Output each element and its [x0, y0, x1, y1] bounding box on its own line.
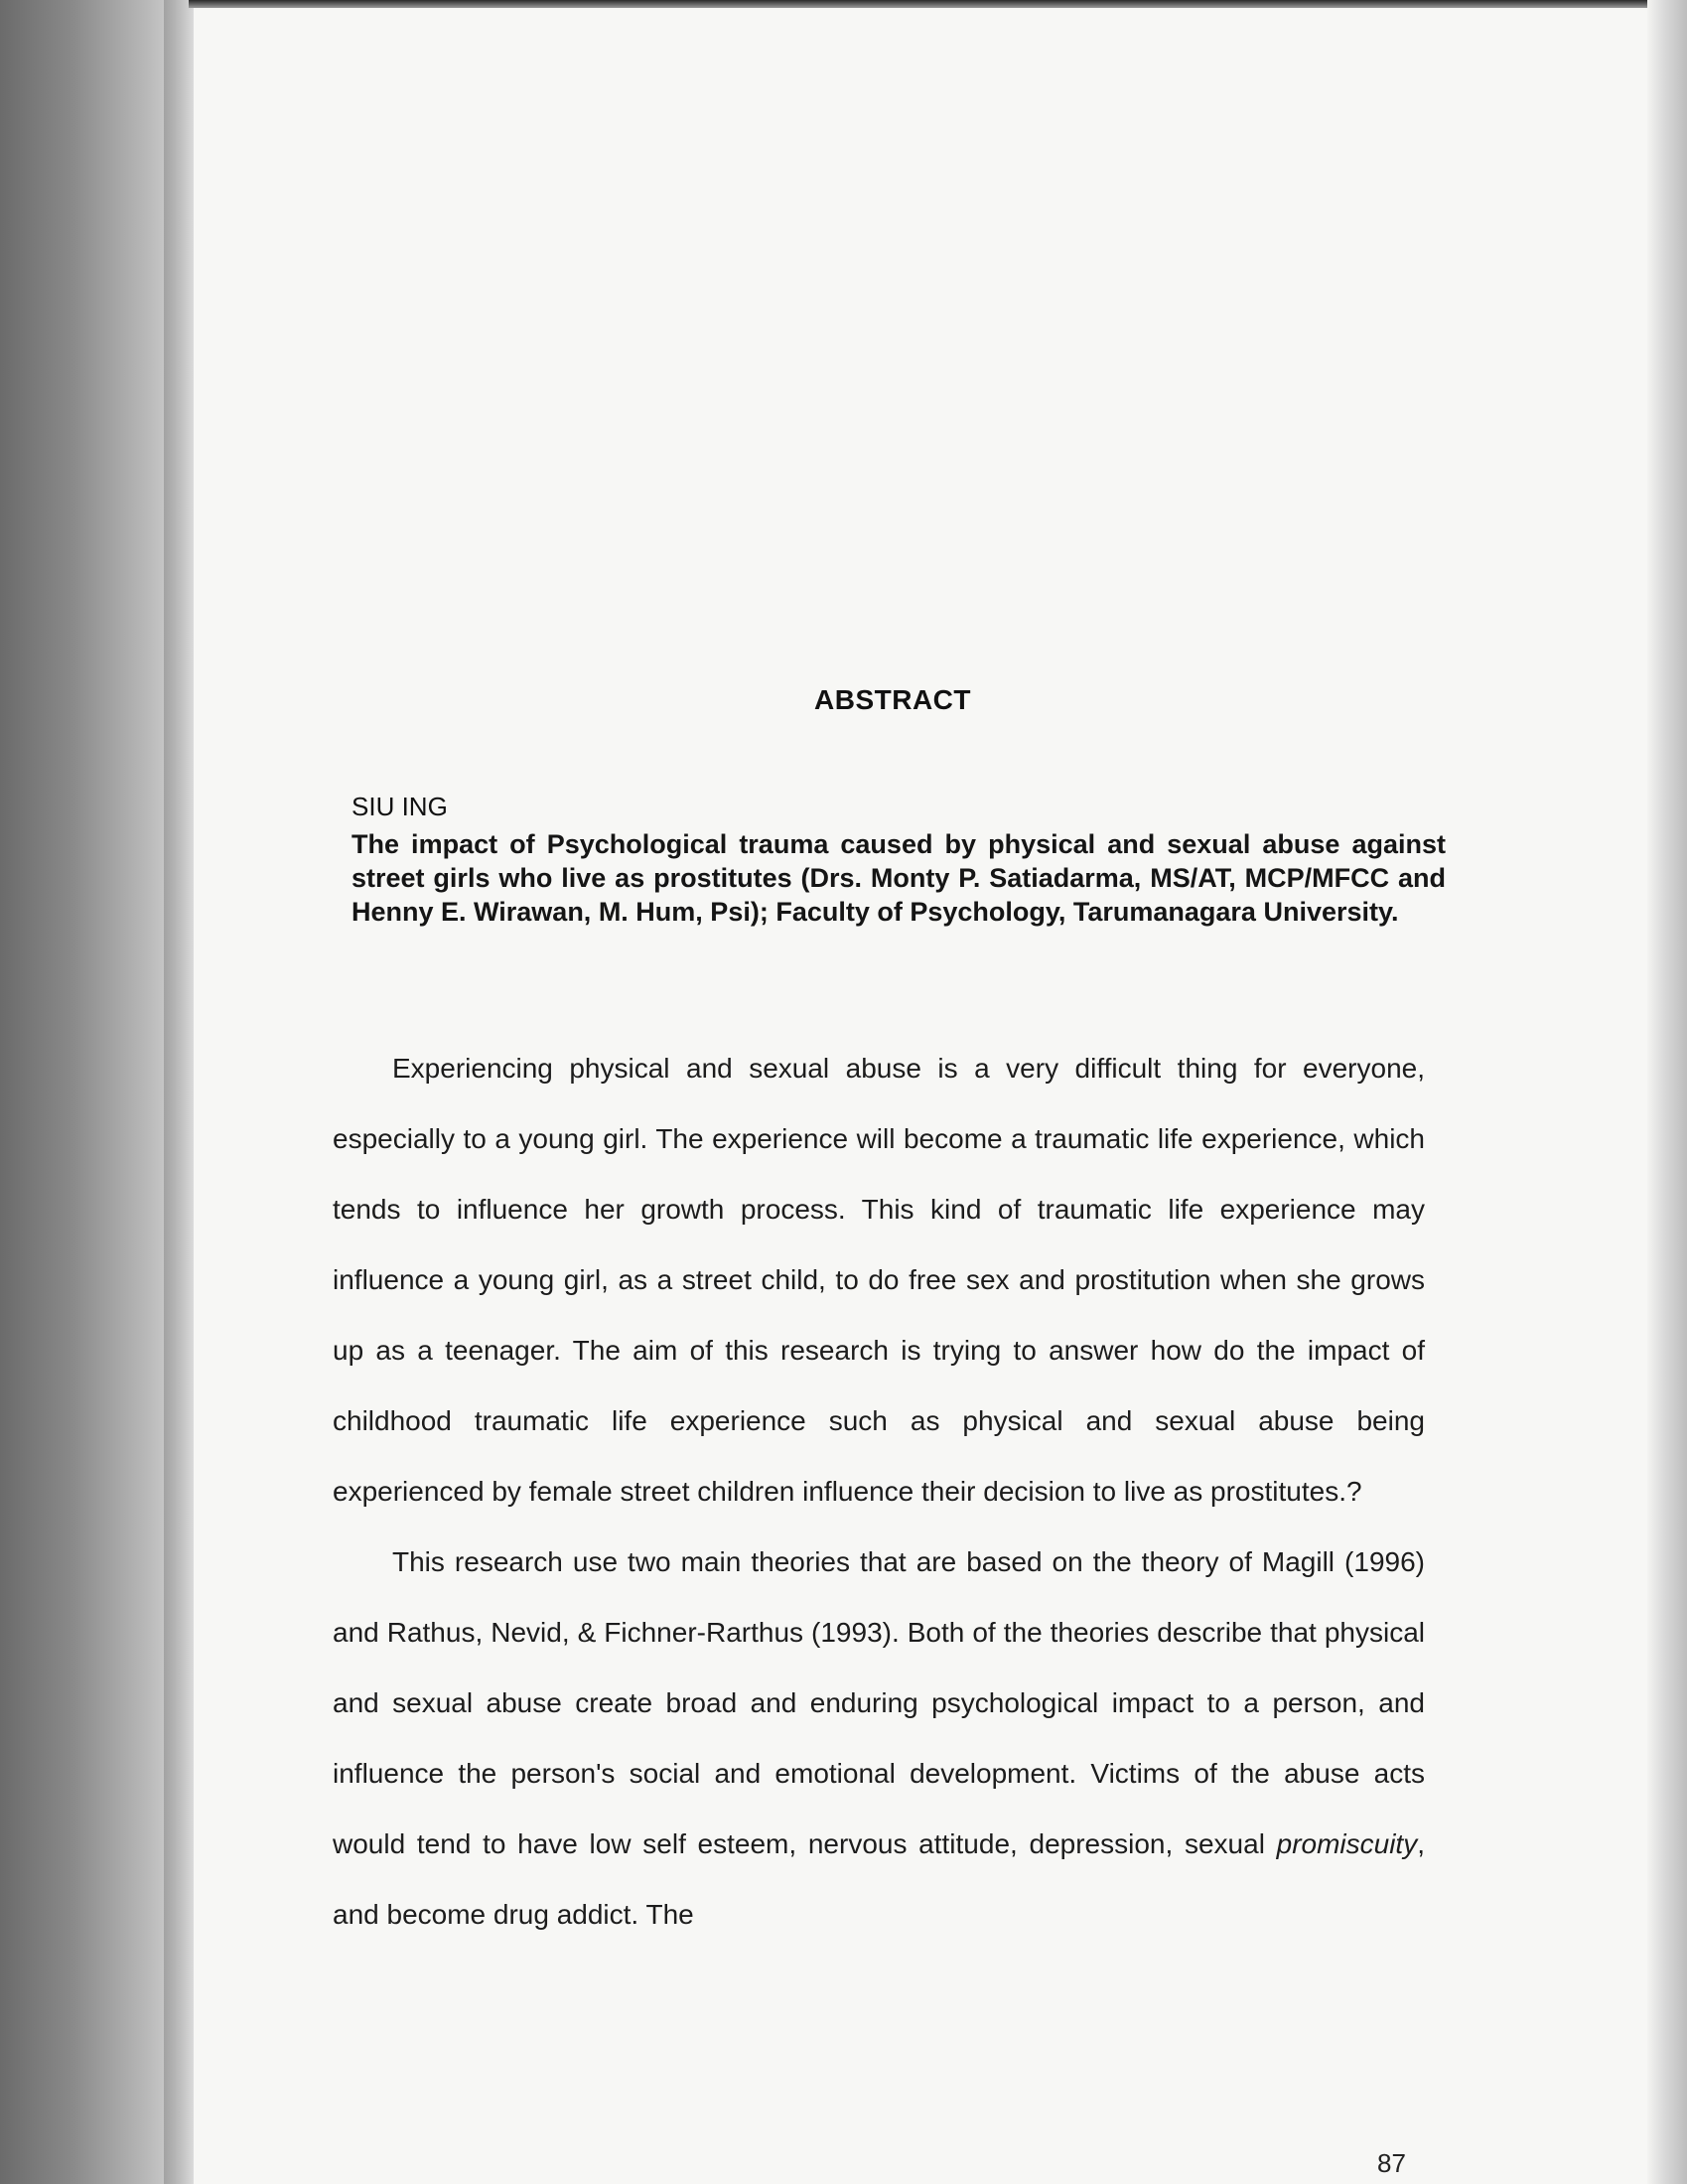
scan-gutter-edge [164, 0, 194, 2184]
italic-term: promiscuity [1276, 1828, 1418, 1859]
abstract-body [333, 1033, 1425, 1950]
citation-block: The impact of Psychological trauma caused by physical and sexual abuse against street girls who live as prostitutes (Drs. Monty P. Satiadarma, MS/AT, MCP/MFCC and Henny E. Wirawan, M. Hum, Psi); Faculty of Psychology, Tarumanagara University. [351, 829, 1446, 927]
page-number: 87 [1377, 2148, 1406, 2178]
paragraph-text: This research use two main theories that are based on the theory of Magill (1996) and Rathus, Nevid, & Fichner-Rarthus (1993). Both of the theories describe that physical and sexual abuse create broad and enduring psychological impact to a person, and influence the person's social and emotional development. Victims of the abuse acts would tend to have low self esteem, nervous attitude, depression, sexual [333, 1546, 1425, 1859]
paragraph-text: , and become drug addict. The [333, 1828, 1425, 1930]
abstract-paragraph [333, 1527, 1425, 1950]
abstract-paragraph: Experiencing physical and sexual abuse is a very difficult thing for everyone, especially to a young girl. The experience will become a traumatic life experience, which tends to influence her growth process. This kind of traumatic life experience may influence a young girl, as a street child, to do free sex and prostitution when she grows up as a teenager. The aim of this research is trying to answer how do the impact of childhood traumatic life experience such as physical and sexual abuse being experienced by female street children influence their decision to live as prostitutes.? [333, 1053, 1425, 1507]
scan-right-edge [1647, 0, 1687, 2184]
author-name: SIU ING [351, 792, 448, 821]
abstract-heading: ABSTRACT [814, 684, 971, 715]
scan-top-edge [189, 0, 1687, 8]
